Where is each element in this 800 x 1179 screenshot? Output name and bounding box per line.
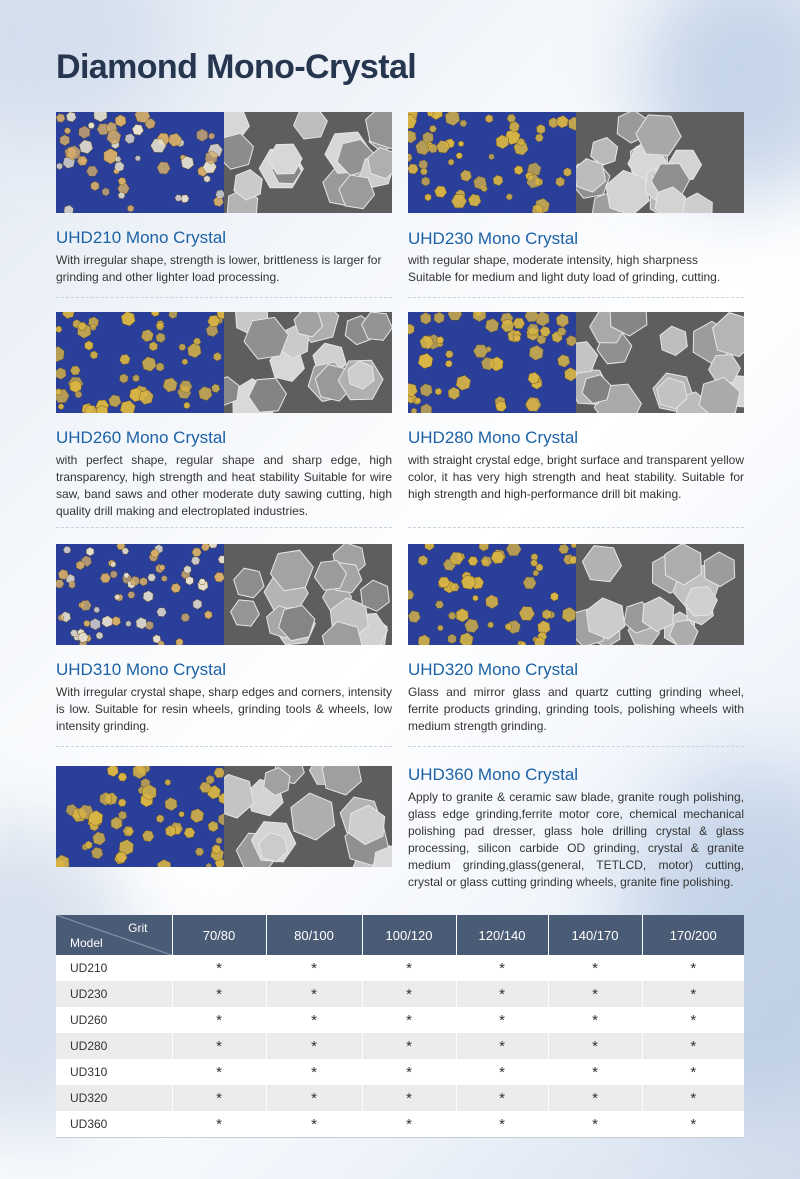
divider	[56, 297, 392, 298]
product-name: UHD210 Mono Crystal	[56, 228, 227, 247]
sem-micrograph	[224, 766, 392, 867]
availability-mark: *	[690, 1063, 697, 1081]
availability-mark: *	[216, 959, 222, 977]
availability-cell	[266, 1007, 362, 1033]
column-header: 80/100	[266, 915, 362, 955]
model-cell: UD360	[56, 1111, 172, 1138]
sem-texture	[224, 544, 392, 645]
micrograph-texture	[408, 312, 576, 413]
optical-micrograph	[408, 544, 576, 645]
availability-mark: *	[216, 985, 222, 1003]
optical-micrograph	[56, 544, 224, 645]
product-name: UHD310 Mono Crystal	[56, 660, 227, 679]
availability-mark: *	[406, 985, 412, 1003]
model-cell: UD260	[56, 1007, 172, 1033]
availability-cell	[362, 1111, 456, 1138]
availability-mark: *	[592, 1089, 598, 1107]
availability-mark: *	[311, 959, 317, 977]
micrograph-texture	[56, 112, 224, 213]
availability-mark: *	[592, 1011, 598, 1029]
grit-label: Grit	[128, 921, 148, 935]
table-row	[56, 1085, 744, 1111]
product-description: With irregular shape, strength is lower, brittleness is larger for grinding and other lighter load processing.	[56, 253, 382, 284]
optical-micrograph	[56, 312, 224, 413]
availability-mark: *	[690, 1089, 697, 1107]
column-header: 100/120	[362, 915, 456, 955]
availability-mark: *	[592, 1037, 598, 1055]
product-photo	[408, 312, 744, 413]
optical-micrograph	[408, 312, 576, 413]
product-photo	[56, 544, 392, 645]
grit-table	[56, 915, 744, 1138]
availability-cell	[362, 1033, 456, 1059]
availability-cell	[362, 955, 456, 981]
product-photo	[408, 112, 744, 213]
table-corner-cell	[56, 915, 172, 955]
micrograph-texture	[56, 544, 224, 645]
availability-mark: *	[499, 1037, 505, 1055]
availability-cell	[456, 955, 548, 981]
table-row	[56, 981, 744, 1007]
table-header-row	[56, 915, 744, 955]
product-photo	[56, 766, 392, 867]
divider	[56, 746, 392, 747]
availability-mark: *	[690, 1037, 697, 1055]
micrograph-texture	[56, 766, 224, 867]
availability-cell	[362, 981, 456, 1007]
product-name: UHD280 Mono Crystal	[408, 428, 579, 447]
optical-micrograph	[408, 112, 576, 213]
micrograph-texture	[56, 312, 224, 413]
availability-mark: *	[311, 1089, 317, 1107]
availability-mark: *	[216, 1011, 222, 1029]
sem-micrograph	[224, 544, 392, 645]
availability-mark: *	[311, 1063, 317, 1081]
availability-mark: *	[311, 1115, 317, 1133]
sem-micrograph	[224, 112, 392, 213]
availability-mark: *	[592, 959, 598, 977]
product-name: UHD260 Mono Crystal	[56, 428, 227, 447]
product-description: Glass and mirror glass and quartz cutting grinding wheel, ferrite products grinding, grinding tools, polishing wheels with medium strength grinding.	[408, 685, 744, 733]
availability-cell	[172, 1033, 266, 1059]
table-row	[56, 1007, 744, 1033]
optical-micrograph	[56, 112, 224, 213]
product-description: Apply to granite & ceramic saw blade, granite rough polishing, glass edge grinding,ferrite motor core, chemical mechanical polishing pad dresser, glass hole drilling crystal & glass processing, silicon carbide OD grinding, crystal & granite medium grinding,glass(general, TETLCD, motor) cutting, crystal or glass cutting grinding wheels, granite fine polishing.	[408, 790, 744, 889]
product-description: With irregular crystal shape, sharp edges and corners, intensity is low. Suitable for resin wheels, grinding tools & wheels, low intensity grinding.	[56, 685, 392, 733]
availability-mark: *	[499, 959, 505, 977]
availability-cell	[456, 1059, 548, 1085]
availability-mark: *	[499, 1115, 505, 1133]
availability-cell	[642, 981, 744, 1007]
availability-mark: *	[690, 959, 697, 977]
page-title: Diamond Mono-Crystal	[56, 48, 417, 86]
availability-mark: *	[311, 1011, 317, 1029]
model-label: Model	[70, 936, 103, 950]
availability-mark: *	[216, 1037, 222, 1055]
availability-cell	[172, 1111, 266, 1138]
availability-mark: *	[406, 959, 412, 977]
availability-mark: *	[690, 985, 697, 1003]
availability-mark: *	[311, 1037, 317, 1055]
availability-cell	[548, 1059, 642, 1085]
availability-cell	[266, 1033, 362, 1059]
availability-cell	[172, 955, 266, 981]
availability-mark: *	[499, 1089, 505, 1107]
model-cell: UD280	[56, 1033, 172, 1059]
product-photo	[56, 112, 392, 213]
availability-mark: *	[406, 1063, 412, 1081]
availability-cell	[172, 1059, 266, 1085]
availability-cell	[548, 1033, 642, 1059]
availability-cell	[266, 1059, 362, 1085]
availability-mark: *	[592, 1063, 598, 1081]
column-header: 70/80	[172, 915, 266, 955]
availability-cell	[456, 1111, 548, 1138]
divider	[408, 746, 744, 747]
column-header: 170/200	[642, 915, 744, 955]
divider	[408, 297, 744, 298]
availability-mark: *	[406, 1011, 412, 1029]
availability-cell	[548, 1007, 642, 1033]
table-row	[56, 1033, 744, 1059]
availability-cell	[172, 1007, 266, 1033]
availability-cell	[548, 1111, 642, 1138]
availability-cell	[456, 1085, 548, 1111]
availability-cell	[266, 1085, 362, 1111]
product-description: with straight crystal edge, bright surface and transparent yellow color, it has very high strength and heat stability. Suitable for high strength and high-performance drill bit making.	[408, 453, 744, 501]
availability-cell	[456, 1007, 548, 1033]
availability-mark: *	[406, 1037, 412, 1055]
sem-texture	[224, 112, 392, 213]
availability-cell	[172, 981, 266, 1007]
availability-mark: *	[406, 1089, 412, 1107]
sem-micrograph	[576, 312, 744, 413]
availability-cell	[548, 981, 642, 1007]
availability-cell	[362, 1059, 456, 1085]
table-row	[56, 1111, 744, 1138]
availability-cell	[172, 1085, 266, 1111]
availability-cell	[642, 1059, 744, 1085]
availability-cell	[362, 1085, 456, 1111]
model-cell: UD230	[56, 981, 172, 1007]
product-description: with regular shape, moderate intensity, high sharpness Suitable for medium and light duty load of grinding, cutting.	[408, 253, 721, 284]
availability-cell	[642, 1007, 744, 1033]
availability-mark: *	[499, 985, 505, 1003]
availability-mark: *	[592, 985, 598, 1003]
availability-cell	[642, 1085, 744, 1111]
availability-mark: *	[499, 1063, 505, 1081]
availability-cell	[548, 955, 642, 981]
product-name: UHD360 Mono Crystal	[408, 765, 579, 784]
product-photo	[408, 544, 744, 645]
column-header: 140/170	[548, 915, 642, 955]
model-cell: UD320	[56, 1085, 172, 1111]
availability-cell	[362, 1007, 456, 1033]
model-cell: UD210	[56, 955, 172, 981]
availability-mark: *	[690, 1115, 697, 1133]
availability-cell	[266, 981, 362, 1007]
optical-micrograph	[56, 766, 224, 867]
product-name: UHD230 Mono Crystal	[408, 229, 579, 248]
availability-mark: *	[406, 1115, 412, 1133]
sem-micrograph	[576, 112, 744, 213]
availability-mark: *	[216, 1089, 222, 1107]
availability-cell	[266, 955, 362, 981]
availability-mark: *	[216, 1115, 222, 1133]
availability-cell	[642, 955, 744, 981]
sem-texture	[224, 766, 392, 867]
availability-mark: *	[216, 1063, 222, 1081]
micrograph-texture	[408, 112, 576, 213]
availability-cell	[266, 1111, 362, 1138]
divider	[56, 527, 392, 528]
sem-micrograph	[576, 544, 744, 645]
table-row	[56, 955, 744, 981]
divider	[408, 527, 744, 528]
availability-mark: *	[499, 1011, 505, 1029]
product-description: with perfect shape, regular shape and sharp edge, high transparency, high strength and heat stability Suitable for wire saw, band saws and other moderate duty sawing cutting, high quality drill making and electroplated industries.	[56, 453, 392, 518]
availability-cell	[548, 1085, 642, 1111]
model-cell: UD310	[56, 1059, 172, 1085]
sem-texture	[224, 312, 392, 413]
sem-texture	[576, 544, 744, 645]
availability-cell	[456, 981, 548, 1007]
availability-mark: *	[592, 1115, 598, 1133]
availability-mark: *	[311, 985, 317, 1003]
availability-cell	[642, 1111, 744, 1138]
sem-texture	[576, 112, 744, 213]
availability-cell	[456, 1033, 548, 1059]
column-header: 120/140	[456, 915, 548, 955]
micrograph-texture	[408, 544, 576, 645]
table-row	[56, 1059, 744, 1085]
product-name: UHD320 Mono Crystal	[408, 660, 579, 679]
sem-micrograph	[224, 312, 392, 413]
availability-mark: *	[690, 1011, 697, 1029]
availability-cell	[642, 1033, 744, 1059]
product-photo	[56, 312, 392, 413]
sem-texture	[576, 312, 744, 413]
